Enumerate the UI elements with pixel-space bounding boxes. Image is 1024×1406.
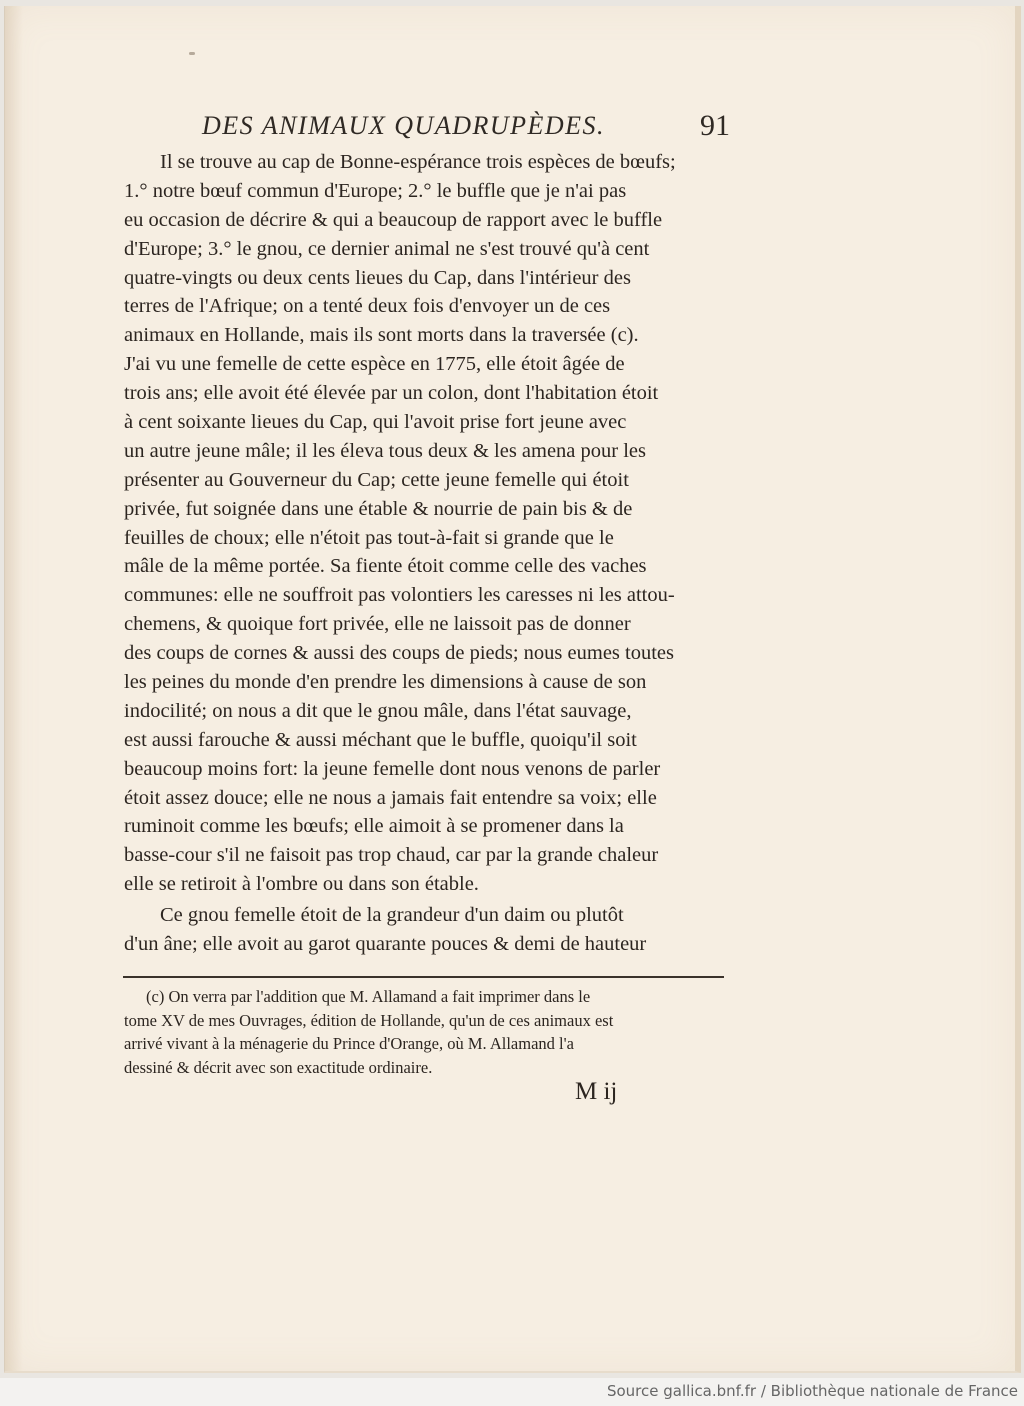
text-line: des coups de cornes & aussi des coups de pieds; nous eumes toutes — [124, 642, 674, 665]
signature-mark: M ij — [575, 1078, 618, 1105]
text-line: terres de l'Afrique; on a tenté deux fois d'envoyer un de ces — [124, 295, 611, 318]
body-text — [124, 148, 730, 959]
text-line: mâle de la même portée. Sa fiente étoit comme celle des vaches — [124, 555, 647, 578]
text-line: d'Europe; 3.° le gnou, ce dernier animal ne s'est trouvé qu'à cent — [124, 237, 650, 260]
footnote-divider — [123, 976, 724, 978]
text-line: chemens, & quoique fort privée, elle ne laissoit pas de donner — [124, 613, 631, 636]
text-line: les peines du monde d'en prendre les dimensions à cause de son — [124, 671, 647, 694]
text-line: d'un âne; elle avoit au garot quarante pouces & demi de hauteur — [124, 933, 647, 956]
page-number: 91 — [700, 109, 730, 142]
text-line: animaux en Hollande, mais ils sont morts dans la traversée (c). — [124, 324, 639, 347]
footnote-line: arrivé vivant à la ménagerie du Prince d'Orange, où M. Allamand l'a — [124, 1034, 574, 1053]
text-line: présenter au Gouverneur du Cap; cette jeune femelle qui étoit — [124, 468, 629, 491]
source-attribution: Source gallica.bnf.fr / Bibliothèque nationale de France — [606, 1382, 1018, 1400]
text-line: un autre jeune mâle; il les éleva tous deux & les amena pour les — [124, 439, 647, 462]
footnote — [124, 985, 728, 1079]
text-line: feuilles de choux; elle n'étoit pas tout-à-fait si grande que le — [124, 526, 614, 549]
running-title: DES ANIMAUX QUADRUPÈDES. — [202, 111, 606, 140]
text-line: à cent soixante lieues du Cap, qui l'avoit prise fort jeune avec — [124, 411, 627, 434]
text-line: indocilité; on nous a dit que le gnou mâle, dans l'état sauvage, — [124, 699, 632, 722]
text-line: privée, fut soignée dans une étable & nourrie de pain bis & de — [124, 497, 633, 520]
footnote-line: (c) On verra par l'addition que M. Allamand a fait imprimer dans le — [146, 987, 591, 1006]
text-line: étoit assez douce; elle ne nous a jamais fait entendre sa voix; elle — [124, 786, 657, 809]
footnote-line: dessiné & décrit avec son exactitude ordinaire. — [124, 1057, 433, 1077]
text-line: eu occasion de décrire & qui a beaucoup de rapport avec le buffle — [124, 208, 663, 231]
text-line: 1.° notre bœuf commun d'Europe; 2.° le buffle que je n'ai pas — [124, 179, 627, 202]
text-line: J'ai vu une femelle de cette espèce en 1775, elle étoit âgée de — [124, 353, 625, 376]
text-line: Ce gnou femelle étoit de la grandeur d'un daim ou plutôt — [160, 904, 624, 927]
text-line: basse-cour s'il ne faisoit pas trop chaud, car par la grande chaleur — [124, 844, 659, 867]
text-line: elle se retiroit à l'ombre ou dans son étable. — [124, 873, 479, 896]
text-line: est aussi farouche & aussi méchant que le buffle, quoiqu'il soit — [124, 728, 637, 751]
running-head — [196, 105, 736, 149]
text-line: beaucoup moins fort: la jeune femelle dont nous venons de parler — [124, 757, 661, 780]
text-line: Il se trouve au cap de Bonne-espérance trois espèces de bœufs; — [160, 151, 676, 173]
text-line: communes: elle ne souffroit pas volontiers les caresses ni les attou- — [124, 584, 675, 607]
text-line: ruminoit comme les bœufs; elle aimoit à se promener dans la — [124, 815, 624, 838]
footnote-line: tome XV de mes Ouvrages, édition de Hollande, qu'un de ces animaux est — [124, 1010, 614, 1030]
text-line: trois ans; elle avoit été élevée par un colon, dont l'habitation étoit — [124, 382, 659, 405]
paper-speck — [189, 52, 195, 55]
text-line: quatre-vingts ou deux cents lieues du Cap, dans l'intérieur des — [124, 266, 631, 289]
source-bar — [0, 1378, 1024, 1406]
